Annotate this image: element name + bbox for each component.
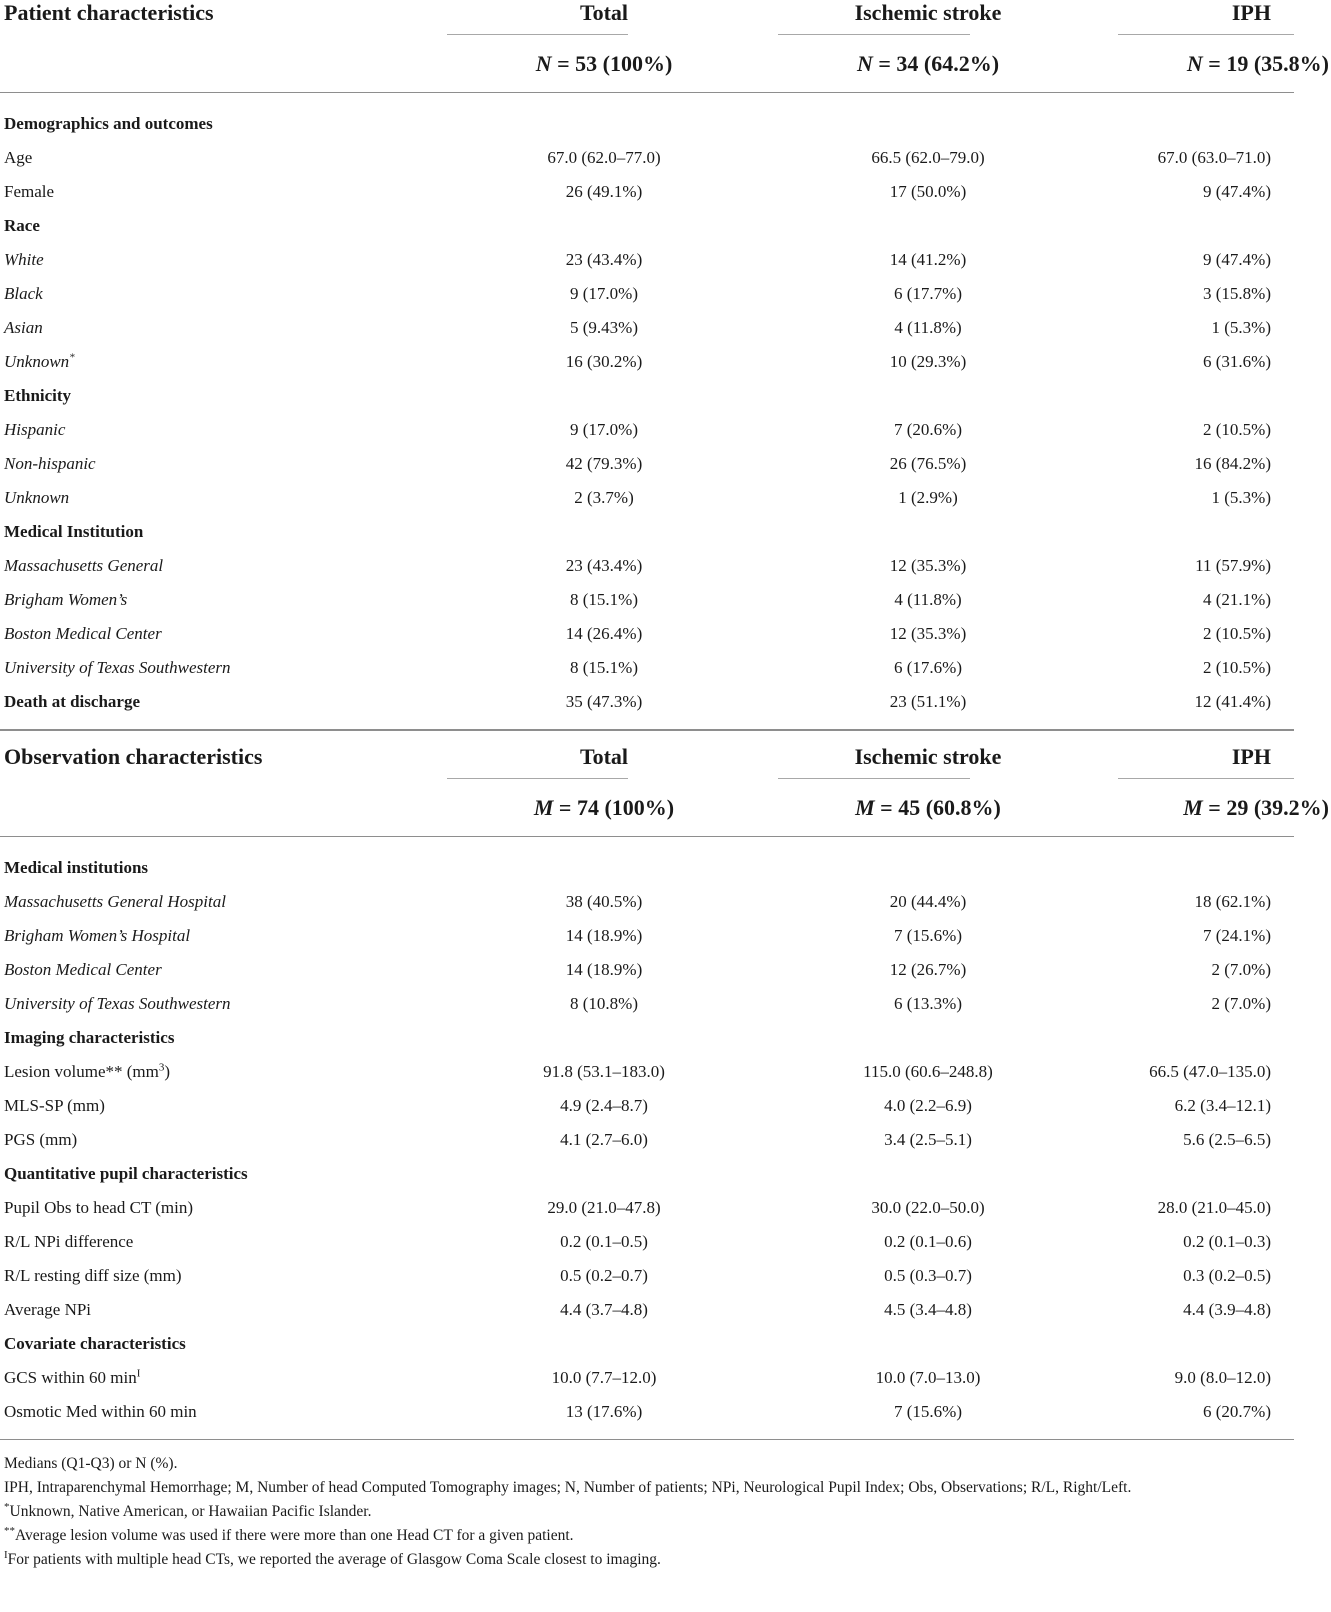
patient-section-row xyxy=(0,515,1331,549)
patient-cell-total: 35 (47.3%) xyxy=(565,692,643,711)
observation-cell-ischemic xyxy=(728,1327,1073,1361)
observation-row-label: Osmotic Med within 60 min xyxy=(4,1402,197,1421)
observation-m-ischemic: M = 45 (60.8%) xyxy=(855,795,1001,820)
patient-row-label: Race xyxy=(4,216,40,235)
observation-row-label: R/L NPi difference xyxy=(4,1232,134,1251)
patient-row-label: Death at discharge xyxy=(4,692,140,711)
patient-cell-ischemic: 14 (41.2%) xyxy=(889,250,967,269)
patient-row-label: Hispanic xyxy=(4,420,66,439)
patient-data-row xyxy=(0,345,1331,379)
observation-row-label: PGS (mm) xyxy=(4,1130,78,1149)
patient-cell-iph: 4 (21.1%) xyxy=(1203,590,1271,609)
observation-cell-ischemic: 7 (15.6%) xyxy=(894,926,962,945)
observation-cell-iph: 0.2 (0.1–0.3) xyxy=(1183,1232,1271,1251)
observation-cell-total xyxy=(380,1327,728,1361)
observation-data-row xyxy=(0,1293,1331,1327)
patient-cell-total xyxy=(380,209,728,243)
observation-cell-iph: 7 (24.1%) xyxy=(1203,926,1271,945)
patient-cell-ischemic xyxy=(728,379,1073,413)
patient-header-ischemic: Ischemic stroke xyxy=(854,0,1002,25)
patient-characteristics-table xyxy=(0,0,1331,719)
observation-cell-total: 0.5 (0.2–0.7) xyxy=(560,1266,648,1285)
patient-cell-iph: 67.0 (63.0–71.0) xyxy=(1157,148,1271,167)
observation-cell-total: 0.2 (0.1–0.5) xyxy=(560,1232,648,1251)
footnote-unknown-race: *Unknown, Native American, or Hawaiian Pacific Islander. xyxy=(4,1500,372,1520)
patient-cell-iph: 12 (41.4%) xyxy=(1194,692,1271,711)
observation-characteristics-table xyxy=(0,744,1331,1429)
patient-n-iph: N = 19 (35.8%) xyxy=(1186,51,1329,76)
patient-data-row xyxy=(0,685,1331,719)
patient-cell-total: 23 (43.4%) xyxy=(565,556,643,575)
observation-cell-ischemic: 4.0 (2.2–6.9) xyxy=(884,1096,972,1115)
patient-cell-ischemic: 26 (76.5%) xyxy=(889,454,967,473)
observation-cell-total: 91.8 (53.1–183.0) xyxy=(543,1062,665,1081)
observation-cell-iph xyxy=(1073,1157,1331,1191)
patient-header-iph: IPH xyxy=(1231,0,1271,25)
patient-row-label: Age xyxy=(4,148,33,167)
observation-row-label: Imaging characteristics xyxy=(4,1028,175,1047)
patient-cell-iph xyxy=(1073,107,1331,141)
patient-ischemic-subrule xyxy=(778,34,970,35)
patient-data-row xyxy=(0,583,1331,617)
patient-cell-ischemic: 23 (51.1%) xyxy=(889,692,967,711)
observation-cell-iph: 4.4 (3.9–4.8) xyxy=(1183,1300,1271,1319)
patient-cell-ischemic: 12 (35.3%) xyxy=(889,624,967,643)
table-bottom-rule xyxy=(0,1439,1294,1440)
table-divider-rule xyxy=(0,729,1294,731)
patient-cell-total: 23 (43.4%) xyxy=(565,250,643,269)
observation-cell-ischemic: 12 (26.7%) xyxy=(889,960,967,979)
observation-section-row xyxy=(0,1021,1331,1055)
patient-cell-iph: 1 (5.3%) xyxy=(1211,318,1271,337)
observation-cell-ischemic: 10.0 (7.0–13.0) xyxy=(875,1368,981,1387)
observation-row-label: GCS within 60 $\min^I$ xyxy=(4,1367,141,1387)
observation-cell-ischemic: 0.2 (0.1–0.6) xyxy=(884,1232,972,1251)
patient-data-row xyxy=(0,277,1331,311)
observation-cell-ischemic: 115.0 (60.6–248.8) xyxy=(863,1062,993,1081)
patient-row-label: Female xyxy=(4,182,55,201)
observation-cell-ischemic xyxy=(728,1021,1073,1055)
observation-header-total: Total xyxy=(579,744,629,769)
patient-header-label: Patient characteristics xyxy=(4,0,214,25)
patient-row-label: Black xyxy=(4,284,43,303)
footnote-medians: Medians (Q1-Q3) or N (%). xyxy=(4,1455,178,1472)
patient-row-label: Medical Institution xyxy=(4,522,144,541)
observation-cell-iph: 2 (7.0%) xyxy=(1211,994,1271,1013)
patient-cell-ischemic: 4 (11.8%) xyxy=(894,318,962,337)
observation-cell-total: 14 (18.9%) xyxy=(565,960,643,979)
patient-data-row xyxy=(0,413,1331,447)
patient-cell-total: 16 (30.2%) xyxy=(565,352,643,371)
patient-data-row xyxy=(0,481,1331,515)
patient-cell-ischemic: 10 (29.3%) xyxy=(889,352,967,371)
patient-cell-ischemic: 7 (20.6%) xyxy=(894,420,962,439)
observation-row-label: MLS-SP (mm) xyxy=(4,1096,105,1115)
observation-data-row xyxy=(0,1259,1331,1293)
observation-total-subrule xyxy=(447,778,628,779)
patient-cell-total: 8 (15.1%) xyxy=(570,658,638,677)
observation-m-total: M = 74 (100%) xyxy=(533,795,675,820)
patient-cell-iph xyxy=(1073,379,1331,413)
observation-cell-total xyxy=(380,1021,728,1055)
patient-row-label: Massachusetts General xyxy=(4,556,164,575)
patient-cell-total: 8 (15.1%) xyxy=(570,590,638,609)
observation-cell-iph: 0.3 (0.2–0.5) xyxy=(1183,1266,1271,1285)
patient-row-label: Unknown* xyxy=(4,351,75,371)
patient-row-label: Unknown xyxy=(4,488,70,507)
observation-header-iph: IPH xyxy=(1231,744,1271,769)
patient-cell-iph: 1 (5.3%) xyxy=(1211,488,1271,507)
observation-cell-ischemic: 7 (15.6%) xyxy=(894,1402,962,1421)
table-footnotes xyxy=(4,1452,1304,1572)
observation-cell-iph: 5.6 (2.5–6.5) xyxy=(1183,1130,1271,1149)
observation-cell-iph: 9.0 (8.0–12.0) xyxy=(1174,1368,1271,1387)
patient-cell-total xyxy=(380,107,728,141)
patient-cell-ischemic: 6 (17.6%) xyxy=(894,658,962,677)
observation-row-label: Boston Medical Center xyxy=(4,960,162,979)
observation-cell-ischemic: 4.5 (3.4–4.8) xyxy=(884,1300,972,1319)
observation-data-row xyxy=(0,987,1331,1021)
patient-data-row xyxy=(0,311,1331,345)
patient-cell-total xyxy=(380,379,728,413)
patient-data-row xyxy=(0,549,1331,583)
patient-cell-iph: 16 (84.2%) xyxy=(1194,454,1271,473)
patient-data-row xyxy=(0,243,1331,277)
observation-cell-iph: 6.2 (3.4–12.1) xyxy=(1174,1096,1271,1115)
observation-cell-total: 8 (10.8%) xyxy=(570,994,638,1013)
observation-data-row xyxy=(0,919,1331,953)
patient-data-row xyxy=(0,617,1331,651)
observation-row-label: Covariate characteristics xyxy=(4,1334,186,1353)
patient-cell-iph: 9 (47.4%) xyxy=(1203,182,1271,201)
patient-row-label: Ethnicity xyxy=(4,386,72,405)
observation-cell-iph: 28.0 (21.0–45.0) xyxy=(1157,1198,1271,1217)
observation-cell-iph: 66.5 (47.0–135.0) xyxy=(1149,1062,1271,1081)
patient-data-row xyxy=(0,175,1331,209)
footnote-lesion-volume: **Average lesion volume was used if there were more than one Head CT for a given patient. xyxy=(4,1524,574,1544)
patient-row-label: Non-hispanic xyxy=(4,454,96,473)
observation-m-iph: M = 29 (39.2%) xyxy=(1183,795,1329,820)
observation-data-row xyxy=(0,1395,1331,1429)
observation-row-label: R/L resting diff size (mm) xyxy=(4,1266,182,1285)
observation-row-label: Average NPi xyxy=(4,1300,92,1319)
observation-header-label: Observation characteristics xyxy=(4,744,263,769)
patient-data-row xyxy=(0,447,1331,481)
patient-header-total: Total xyxy=(579,0,629,25)
observation-section-row xyxy=(0,1157,1331,1191)
patient-cell-ischemic: 4 (11.8%) xyxy=(894,590,962,609)
observation-data-row xyxy=(0,1191,1331,1225)
patient-row-label: Asian xyxy=(4,318,43,337)
patient-cell-total: 5 (9.43%) xyxy=(570,318,638,337)
patient-cell-total xyxy=(380,515,728,549)
patient-row-label: University of Texas Southwestern xyxy=(4,658,231,677)
observation-cell-iph xyxy=(1073,1021,1331,1055)
patient-cell-ischemic xyxy=(728,209,1073,243)
observation-row-label: Lesion volume** $(mm^3)$ xyxy=(4,1061,171,1081)
observation-iph-subrule xyxy=(1118,778,1294,779)
patient-data-row xyxy=(0,651,1331,685)
patient-cell-iph: 3 (15.8%) xyxy=(1203,284,1271,303)
patient-cell-ischemic: 6 (17.7%) xyxy=(894,284,962,303)
observation-cell-ischemic: 20 (44.4%) xyxy=(889,892,967,911)
patient-cell-ischemic: 66.5 (62.0–79.0) xyxy=(871,148,985,167)
observation-data-row xyxy=(0,1123,1331,1157)
patient-cell-ischemic: 12 (35.3%) xyxy=(889,556,967,575)
patient-cell-iph: 6 (31.6%) xyxy=(1203,352,1271,371)
patient-cell-iph xyxy=(1073,209,1331,243)
observation-cell-total: 4.1 (2.7–6.0) xyxy=(560,1130,648,1149)
observation-row-label: Brigham Women’s Hospital xyxy=(4,926,191,945)
observation-cell-iph xyxy=(1073,851,1331,885)
patient-section-row xyxy=(0,379,1331,413)
patient-cell-iph xyxy=(1073,515,1331,549)
observation-header-rule xyxy=(0,836,1294,837)
patient-row-label: Brigham Women’s xyxy=(4,590,128,609)
patient-total-subrule xyxy=(447,34,628,35)
observation-cell-iph: 2 (7.0%) xyxy=(1211,960,1271,979)
patient-cell-ischemic xyxy=(728,515,1073,549)
patient-header-rule xyxy=(0,92,1294,93)
observation-cell-total: 10.0 (7.7–12.0) xyxy=(551,1368,657,1387)
patient-row-label: Boston Medical Center xyxy=(4,624,162,643)
patient-cell-ischemic: 1 (2.9%) xyxy=(898,488,958,507)
observation-section-row xyxy=(0,1327,1331,1361)
observation-data-row xyxy=(0,1361,1331,1395)
patient-cell-total: 14 (26.4%) xyxy=(565,624,643,643)
observation-cell-ischemic: 0.5 (0.3–0.7) xyxy=(884,1266,972,1285)
patient-cell-iph: 2 (10.5%) xyxy=(1203,658,1271,677)
patient-cell-total: 2 (3.7%) xyxy=(574,488,634,507)
observation-ischemic-subrule xyxy=(778,778,970,779)
observation-cell-ischemic xyxy=(728,1157,1073,1191)
patient-cell-total: 67.0 (62.0–77.0) xyxy=(547,148,661,167)
observation-section-row xyxy=(0,851,1331,885)
patient-section-row xyxy=(0,209,1331,243)
patient-row-label: White xyxy=(4,250,44,269)
patient-data-row xyxy=(0,141,1331,175)
observation-cell-total xyxy=(380,1157,728,1191)
patient-cell-total: 9 (17.0%) xyxy=(570,284,638,303)
observation-header-ischemic: Ischemic stroke xyxy=(854,744,1002,769)
observation-data-row xyxy=(0,885,1331,919)
patient-cell-total: 42 (79.3%) xyxy=(565,454,643,473)
patient-section-row xyxy=(0,107,1331,141)
observation-data-row xyxy=(0,953,1331,987)
observation-row-label: Pupil Obs to head CT (min) xyxy=(4,1198,194,1217)
observation-cell-ischemic xyxy=(728,851,1073,885)
observation-data-row xyxy=(0,1089,1331,1123)
patient-cell-iph: 9 (47.4%) xyxy=(1203,250,1271,269)
patient-cell-iph: 2 (10.5%) xyxy=(1203,624,1271,643)
observation-cell-ischemic: 6 (13.3%) xyxy=(894,994,962,1013)
patient-cell-iph: 2 (10.5%) xyxy=(1203,420,1271,439)
patient-cell-ischemic xyxy=(728,107,1073,141)
observation-cell-total: 13 (17.6%) xyxy=(565,1402,643,1421)
observation-data-row xyxy=(0,1225,1331,1259)
observation-row-label: Quantitative pupil characteristics xyxy=(4,1164,248,1183)
observation-cell-total: 4.4 (3.7–4.8) xyxy=(560,1300,648,1319)
footnote-abbreviations: IPH, Intraparenchymal Hemorrhage; M, Number of head Computed Tomography images; N, Number of patients; NPi, Neurological Pupil Index; Obs, Observations; R/L, Right/Left. xyxy=(4,1479,1132,1496)
observation-cell-iph: 18 (62.1%) xyxy=(1194,892,1271,911)
observation-cell-total: 29.0 (21.0–47.8) xyxy=(547,1198,661,1217)
observation-data-row xyxy=(0,1055,1331,1089)
observation-row-label: University of Texas Southwestern xyxy=(4,994,231,1013)
patient-cell-total: 9 (17.0%) xyxy=(570,420,638,439)
patient-iph-subrule xyxy=(1118,34,1294,35)
footnote-gcs: $^I$For patients with multiple head CTs, we reported the average of Glasgow Coma Scale closest to imaging. xyxy=(4,1548,661,1568)
observation-cell-ischemic: 30.0 (22.0–50.0) xyxy=(871,1198,985,1217)
observation-cell-iph xyxy=(1073,1327,1331,1361)
patient-cell-iph: 11 (57.9%) xyxy=(1195,556,1271,575)
patient-n-total: N = 53 (100%) xyxy=(535,51,673,76)
observation-cell-total: 38 (40.5%) xyxy=(565,892,643,911)
observation-cell-total: 4.9 (2.4–8.7) xyxy=(560,1096,648,1115)
observation-cell-ischemic: 3.4 (2.5–5.1) xyxy=(884,1130,972,1149)
observation-row-label: Medical institutions xyxy=(4,858,149,877)
observation-row-label: Massachusetts General Hospital xyxy=(4,892,226,911)
observation-cell-total xyxy=(380,851,728,885)
patient-n-ischemic: N = 34 (64.2%) xyxy=(856,51,1000,76)
patient-cell-ischemic: 17 (50.0%) xyxy=(889,182,967,201)
observation-cell-total: 14 (18.9%) xyxy=(565,926,643,945)
patient-row-label: Demographics and outcomes xyxy=(4,114,213,133)
patient-cell-total: 26 (49.1%) xyxy=(565,182,643,201)
observation-cell-iph: 6 (20.7%) xyxy=(1203,1402,1271,1421)
